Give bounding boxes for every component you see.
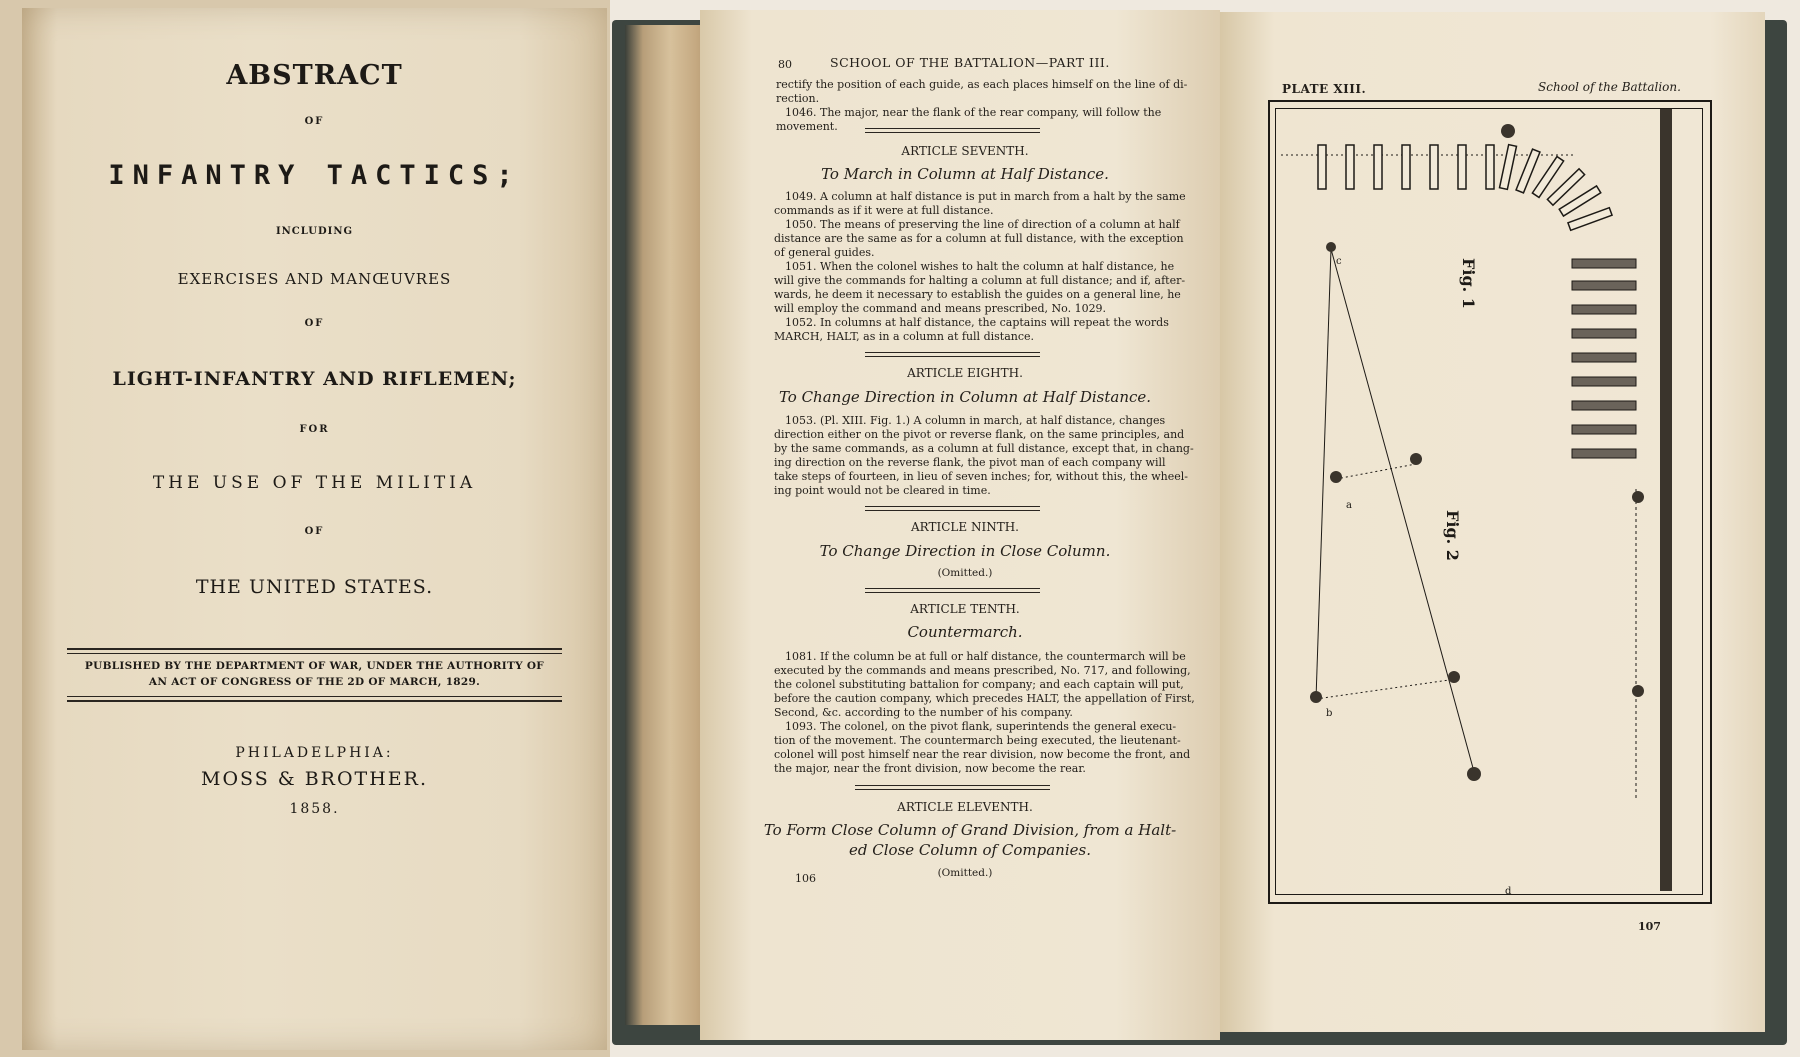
title-use-of-militia: THE USE OF THE MILITIA — [152, 473, 477, 493]
para-1051-4: will employ the command and means prescribed, No. 1029. — [774, 302, 1107, 315]
company-marker — [1572, 281, 1636, 290]
plate-label: PLATE XIII. — [1282, 82, 1367, 96]
para-1050-1: 1050. The means of preserving the line of direction of a column at half — [785, 218, 1180, 231]
company-marker — [1318, 145, 1326, 189]
article-seventh-title: To March in Column at Half Distance. — [821, 165, 1109, 183]
para-1052-2: MARCH, HALT, as in a column at full distance. — [774, 330, 1034, 343]
company-marker — [1572, 353, 1636, 362]
letter-b: b — [1326, 708, 1333, 719]
title-of-1: OF — [304, 116, 325, 127]
intro-line-2: rection. — [776, 92, 820, 105]
page-number-right: 107 — [1638, 920, 1661, 933]
article-eleventh-omitted: (Omitted.) — [937, 867, 993, 879]
marker — [1632, 685, 1644, 697]
para-1093-1: 1093. The colonel, on the pivot flank, superintends the general execu- — [785, 720, 1177, 733]
divider — [865, 588, 1040, 593]
rule-bottom-1 — [67, 696, 562, 697]
marker — [1330, 471, 1342, 483]
divider — [865, 506, 1040, 511]
para-1093-2: tion of the movement. The countermarch being executed, the lieutenant- — [774, 734, 1181, 747]
wheel-line — [1316, 679, 1456, 699]
article-ninth-title: To Change Direction in Close Column. — [819, 542, 1111, 560]
title-infantry-tactics: INFANTRY TACTICS; — [108, 160, 521, 191]
running-head-right: School of the Battalion. — [1538, 80, 1681, 94]
fig-2-label: Fig. 2 — [1443, 510, 1462, 561]
diagram-edge-hatch — [1660, 109, 1672, 891]
direction-line-left — [1316, 249, 1331, 699]
para-1053-1: 1053. (Pl. XIII. Fig. 1.) A column in march, at half distance, changes — [785, 414, 1166, 427]
company-marker — [1486, 145, 1494, 189]
company-marker — [1346, 145, 1354, 189]
fig-1-label: Fig. 1 — [1459, 258, 1478, 309]
letter-d: d — [1505, 886, 1512, 897]
para-1049-2: commands as if it were at full distance. — [774, 204, 994, 217]
article-eleventh-title-2: ed Close Column of Companies. — [849, 841, 1091, 859]
para-1053-3: by the same commands, as a column at full distance, except that, in chang- — [774, 442, 1194, 455]
letter-c: c — [1336, 256, 1342, 267]
article-seventh-heading: ARTICLE SEVENTH. — [901, 144, 1029, 158]
para-1093-3: colonel will post himself near the rear division, now become the front, and — [774, 748, 1191, 761]
company-row — [1318, 145, 1612, 231]
para-1053-6: ing point would not be cleared in time. — [774, 484, 991, 497]
imprint-year: 1858. — [289, 801, 340, 817]
title-of-2: OF — [304, 318, 325, 329]
company-marker — [1430, 145, 1438, 189]
company-marker — [1458, 145, 1466, 189]
intro-line-1: rectify the position of each guide, as each places himself on the line of di- — [776, 78, 1188, 91]
wheel-line-upper — [1336, 464, 1416, 479]
company-marker — [1402, 145, 1410, 189]
marker — [1410, 453, 1422, 465]
imprint-city: PHILADELPHIA: — [235, 745, 394, 761]
para-1053-4: ing direction on the reverse flank, the pivot man of each company will — [774, 456, 1166, 469]
company-marker — [1568, 208, 1612, 231]
company-marker — [1572, 329, 1636, 338]
running-head-left: SCHOOL OF THE BATTALION—PART III. — [830, 55, 1110, 70]
intro-line-3: 1046. The major, near the flank of the rear company, will follow the — [785, 106, 1162, 119]
para-1093-4: the major, near the front division, now become the rear. — [774, 762, 1086, 775]
title-including: INCLUDING — [275, 226, 353, 237]
title-for: FOR — [299, 424, 330, 435]
company-marker — [1572, 449, 1636, 458]
letter-a: a — [1346, 500, 1352, 511]
para-1049-1: 1049. A column at half distance is put in march from a halt by the same — [785, 190, 1186, 203]
title-of-3: OF — [304, 526, 325, 537]
article-ninth-omitted: (Omitted.) — [937, 567, 993, 579]
company-marker — [1572, 259, 1636, 268]
title-page — [22, 8, 607, 1050]
para-1053-2: direction either on the pivot or reverse flank, on the same principles, and — [774, 428, 1185, 441]
rule-bottom-2 — [67, 700, 562, 702]
title-united-states: THE UNITED STATES. — [195, 576, 434, 598]
marker — [1326, 242, 1336, 252]
divider — [865, 352, 1040, 357]
plate-diagram — [1276, 109, 1700, 891]
company-marker — [1500, 145, 1517, 190]
para-1051-1: 1051. When the colonel wishes to halt the column at half distance, he — [785, 260, 1175, 273]
para-1050-2: distance are the same as for a column at full distance, with the exception — [774, 232, 1184, 245]
company-marker — [1572, 401, 1636, 410]
page-number-left: 106 — [795, 872, 816, 885]
intro-line-4: movement. — [776, 120, 838, 133]
marker — [1467, 767, 1481, 781]
company-marker — [1374, 145, 1382, 189]
article-eighth-heading: ARTICLE EIGHTH. — [907, 366, 1023, 380]
article-ninth-heading: ARTICLE NINTH. — [911, 520, 1019, 534]
para-1081-1: 1081. If the column be at full or half distance, the countermarch will be — [785, 650, 1186, 663]
para-1081-3: the colonel substituting battalion for company; and each captain will put, — [774, 678, 1184, 691]
para-1051-2: will give the commands for halting a column at full distance; and if, after- — [774, 274, 1186, 287]
company-column — [1572, 259, 1636, 458]
divider — [855, 785, 1050, 790]
article-eighth-title: To Change Direction in Column at Half Distance. — [778, 388, 1152, 406]
divider — [865, 128, 1040, 133]
article-eleventh-heading: ARTICLE ELEVENTH. — [897, 800, 1033, 814]
marker — [1632, 491, 1644, 503]
marker — [1501, 124, 1515, 138]
book-left-page — [700, 10, 1220, 1040]
para-1081-5: Second, &c. according to the number of his company. — [774, 706, 1073, 719]
page-number-top: 80 — [778, 58, 792, 71]
imprint-publisher: MOSS & BROTHER. — [200, 768, 429, 790]
para-1053-5: take steps of fourteen, in lieu of seven inches; for, without this, the wheel- — [774, 470, 1188, 483]
rule-top-1 — [67, 648, 562, 650]
article-eleventh-title-1: To Form Close Column of Grand Division, from a Halt- — [763, 821, 1177, 839]
rule-top-2 — [67, 653, 562, 654]
article-tenth-title: Countermarch. — [907, 623, 1023, 641]
title-exercises: EXERCISES AND MANŒUVRES — [177, 270, 452, 288]
company-marker — [1572, 305, 1636, 314]
para-1051-3: wards, he deem it necessary to establish the guides on a general line, he — [774, 288, 1181, 301]
company-marker — [1572, 425, 1636, 434]
marker — [1310, 691, 1322, 703]
para-1052-1: 1052. In columns at half distance, the captains will repeat the words — [785, 316, 1169, 329]
title-light-infantry: LIGHT-INFANTRY AND RIFLEMEN; — [112, 368, 517, 390]
para-1050-3: of general guides. — [774, 246, 875, 259]
publication-notice-2: AN ACT OF CONGRESS OF THE 2D OF MARCH, 1829. — [148, 676, 481, 688]
para-1081-2: executed by the commands and means prescribed, No. 717, and following, — [774, 664, 1191, 677]
article-tenth-heading: ARTICLE TENTH. — [910, 602, 1020, 616]
company-marker — [1572, 377, 1636, 386]
para-1081-4: before the caution company, which precedes HALT, the appellation of First, — [774, 692, 1195, 705]
title-abstract: ABSTRACT — [226, 60, 403, 91]
publication-notice-1: PUBLISHED BY THE DEPARTMENT OF WAR, UNDER THE AUTHORITY OF — [84, 660, 545, 672]
marker — [1448, 671, 1460, 683]
